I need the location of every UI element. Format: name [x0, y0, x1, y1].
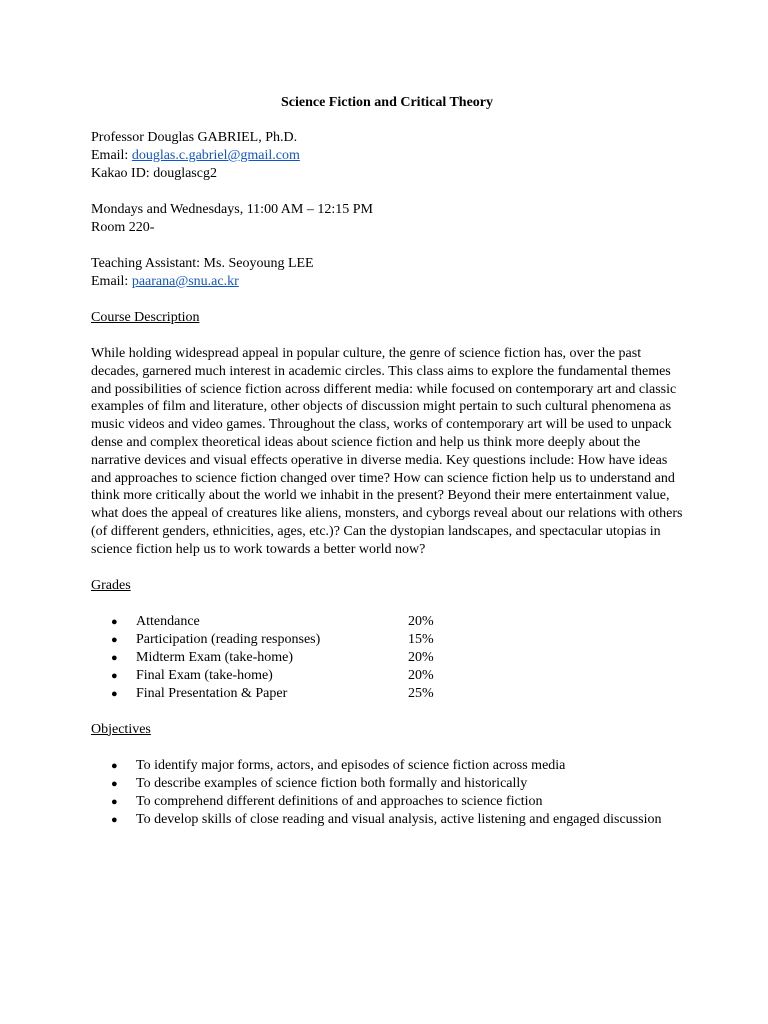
objective-item: [91, 757, 683, 775]
professor-name: Professor Douglas GABRIEL, Ph.D.: [91, 130, 298, 145]
objective-item: [91, 775, 683, 793]
course-description-heading: Course Description: [91, 310, 200, 325]
objective-text: To identify major forms, actors, and episodes of science fiction across media: [136, 757, 566, 773]
bullet-icon: ●: [111, 777, 118, 790]
professor-email-line: [91, 147, 683, 165]
grades-list: [91, 613, 683, 703]
bullet-icon: ●: [111, 615, 118, 628]
grade-percent: 20%: [408, 649, 434, 665]
bullet-icon: ●: [111, 687, 118, 700]
schedule-days: Mondays and Wednesdays, 11:00 AM – 12:15 PM: [91, 202, 373, 217]
professor-info: [91, 129, 683, 183]
objective-item: [91, 811, 683, 829]
grade-item: [91, 631, 683, 649]
objective-item: [91, 793, 683, 811]
bullet-icon: ●: [111, 795, 118, 808]
bullet-icon: ●: [111, 813, 118, 826]
schedule-room: Room 220-: [91, 220, 155, 235]
grade-percent: 25%: [408, 685, 434, 701]
course-description-body: While holding widespread appeal in popular culture, the genre of science fiction has, over the past decades, garnered much interest in academic circles. This class aims to explore the fundamental themes and possibilities of science fiction across different media: while focused on contemporary art and classic examples of film and literature, other objects of discussion might pertain to such cultural phenomena as music videos and video games. Throughout the class, works of contemporary art will be used to unpack dense and complex theoretical ideas about science fiction and help us think more deeply about the narrative devices and visual effects operative in diverse media. Key questions include: How have ideas and approaches to science fiction changed over time? How can science fiction help us to understand and think more critically about the world we inhabit in the present? Beyond their mere entertainment value, what does the appeal of creatures like aliens, monsters, and cyborgs reveal about our relations with others (of different genders, ethnicities, ages, etc.)? Can the dystopian landscapes, and spectacular utopias in science fiction help us to work towards a better world now?: [91, 346, 683, 557]
syllabus-page: [91, 94, 683, 847]
document-title: Science Fiction and Critical Theory: [280, 95, 494, 110]
grade-name: Final Presentation & Paper: [136, 685, 288, 701]
schedule-info: [91, 201, 683, 237]
ta-email-line: [91, 273, 683, 291]
grade-item: [91, 667, 683, 685]
professor-kakao: Kakao ID: douglascg2: [91, 166, 217, 181]
ta-email-link[interactable]: paarana@snu.ac.kr: [131, 274, 239, 289]
grade-percent: 15%: [408, 631, 434, 647]
grade-name: Attendance: [136, 613, 200, 629]
ta-info: [91, 255, 683, 291]
bullet-icon: ●: [111, 633, 118, 646]
ta-name: Teaching Assistant: Ms. Seoyoung LEE: [91, 256, 314, 271]
grade-item: [91, 613, 683, 631]
professor-email-link[interactable]: douglas.c.gabriel@gmail.com: [131, 148, 300, 163]
grades-heading: Grades: [91, 577, 131, 593]
ta-email-label: Email:: [91, 274, 132, 289]
grade-percent: 20%: [408, 667, 434, 683]
grade-percent: 20%: [408, 613, 434, 629]
bullet-icon: ●: [111, 651, 118, 664]
objectives-heading: Objectives: [91, 721, 151, 737]
objectives-list: [91, 757, 683, 829]
professor-email-label: Email:: [91, 148, 132, 163]
bullet-icon: ●: [111, 759, 118, 772]
bullet-icon: ●: [111, 669, 118, 682]
grade-item: [91, 685, 683, 703]
grade-item: [91, 649, 683, 667]
objective-text: To comprehend different definitions of and approaches to science fiction: [136, 793, 543, 809]
grade-name: Final Exam (take-home): [136, 667, 273, 683]
objective-text: To describe examples of science fiction both formally and historically: [136, 775, 528, 791]
grade-name: Participation (reading responses): [136, 631, 321, 647]
grade-name: Midterm Exam (take-home): [136, 649, 294, 665]
objective-text: To develop skills of close reading and visual analysis, active listening and engaged discussion: [136, 811, 662, 827]
